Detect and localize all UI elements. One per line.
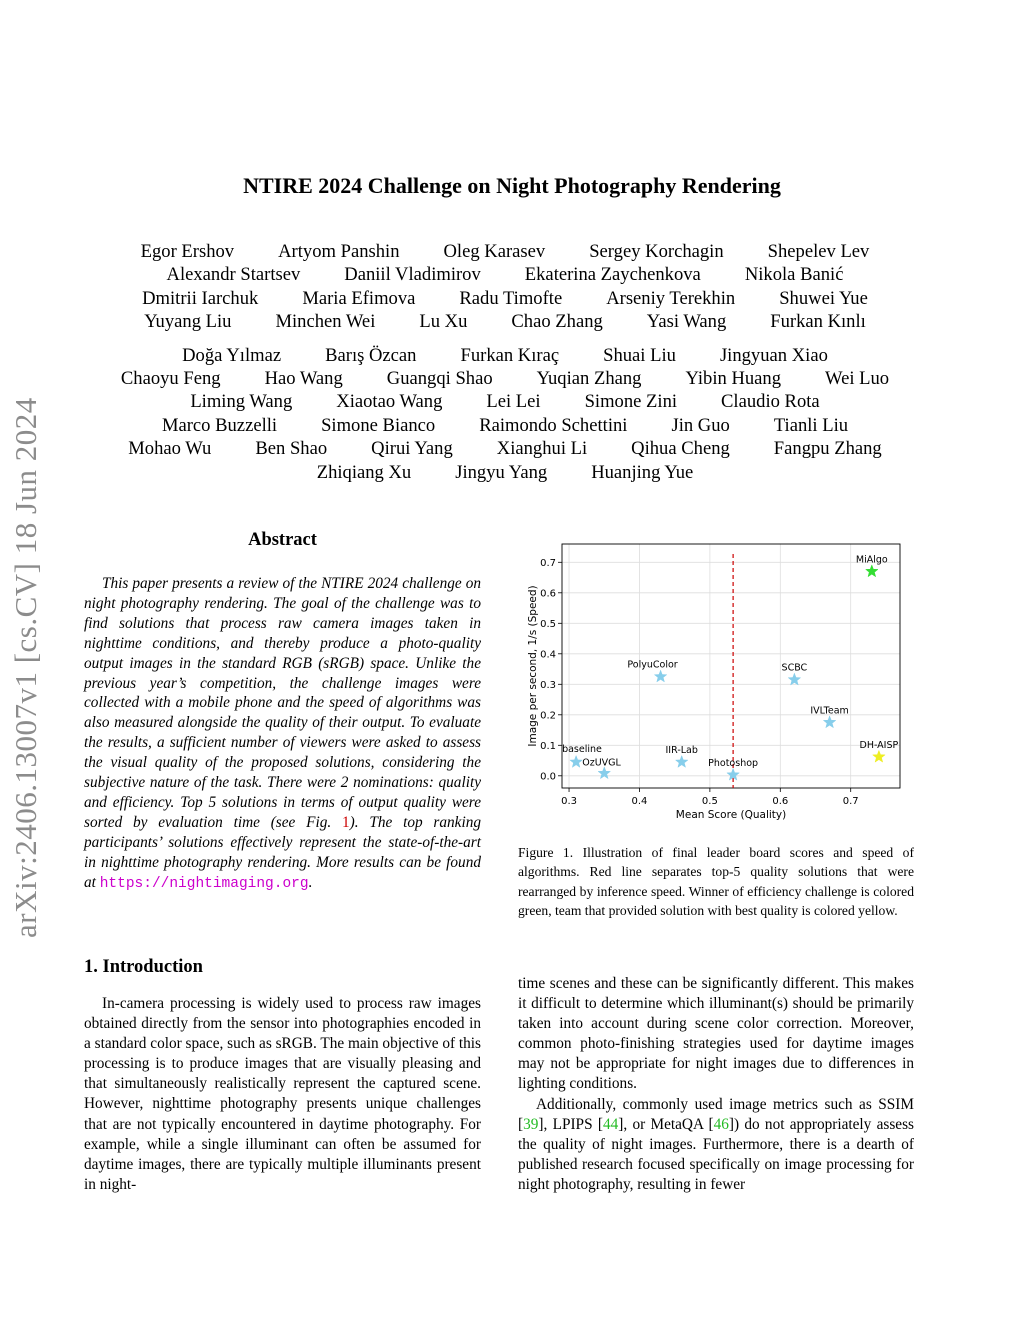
author-name: Tianli Liu — [773, 414, 849, 436]
y-tick-label: 0.7 — [540, 557, 556, 569]
y-tick-label: 0.1 — [540, 740, 556, 752]
author-name: Fangpu Zhang — [773, 438, 882, 460]
data-point-star — [570, 756, 582, 768]
figure-1-chart — [518, 538, 918, 828]
y-tick-label: 0.3 — [540, 679, 556, 691]
author-name: Ben Shao — [255, 438, 328, 460]
author-row — [90, 437, 920, 460]
para-text: ], LPIPS [ — [538, 1115, 603, 1133]
data-point-star — [823, 716, 835, 728]
author-name: Zhiqiang Xu — [316, 461, 412, 483]
author-list — [90, 240, 920, 484]
intro-col2-paragraph-2 — [518, 1095, 914, 1195]
data-point-star — [873, 750, 885, 762]
citation-link[interactable]: 39 — [523, 1115, 539, 1133]
author-row — [90, 414, 920, 437]
x-tick-label: 0.3 — [561, 796, 577, 807]
citation-link[interactable]: 44 — [602, 1115, 619, 1133]
author-name: Doğa Yılmaz — [182, 344, 282, 366]
author-row — [90, 287, 920, 310]
author-name: Qihua Cheng — [631, 438, 730, 460]
author-name: Yuyang Liu — [144, 311, 232, 333]
author-name: Lei Lei — [486, 391, 541, 413]
author-row — [90, 367, 920, 390]
x-axis-label: Mean Score (Quality) — [675, 809, 787, 821]
data-point-star — [788, 673, 800, 685]
abstract-heading: Abstract — [248, 530, 317, 550]
author-name: Shuwei Yue — [779, 287, 868, 309]
author-name: Qirui Yang — [371, 438, 453, 460]
data-point-label: Photoshop — [708, 757, 759, 769]
x-tick-label: 0.6 — [772, 796, 789, 807]
author-name: Wei Luo — [825, 367, 890, 389]
introduction-paragraph: In-camera processing is widely used to process raw images obtained directly from the sensor into photographies encoded in a standard color space, such as sRGB. The main objective of this processing is to produce images that are visually pleasing and that simultaneously realistically represent the captured scene. However, nighttime photography presents unique challenges that are not typically encountered in daytime photography. For example, while a single illuminant can often be assumed for daytime images, there are typically multiple illuminants present in night- — [84, 995, 481, 1193]
abstract-text-continued: ). The top ranking participants’ solutions effectively represent the state-of-the-art in nighttime photography rendering. More results can be found at — [84, 813, 481, 891]
data-point-label: OzUVGL — [582, 757, 621, 769]
author-name: Shepelev Lev — [767, 241, 870, 262]
author-name: Arseniy Terekhin — [606, 287, 736, 309]
scatter-chart — [518, 538, 918, 828]
data-point-label: IIR-Lab — [665, 745, 698, 757]
author-row — [90, 344, 920, 367]
author-name: Liming Wang — [190, 391, 293, 413]
author-name: Huanjing Yue — [591, 461, 694, 483]
paper-title: NTIRE 2024 Challenge on Night Photography Rendering — [243, 173, 781, 198]
intro-col2-paragraph-1: time scenes and these can be significantly different. This makes it difficult to determine which illuminant(s) should be primarily taken into account during scene color correction. Moreover, common photo-finishing strategies used for daytime images may not be appropriate for night images due to differences in lighting conditions. — [518, 975, 914, 1093]
author-name: Simone Zini — [584, 391, 678, 413]
author-name: Egor Ershov — [140, 241, 235, 262]
author-name: Xiaotao Wang — [336, 391, 443, 413]
author-name: Claudio Rota — [721, 391, 820, 413]
author-name: Radu Timofte — [459, 287, 563, 309]
author-row — [90, 310, 920, 333]
plot-frame — [562, 544, 900, 788]
data-point-star — [598, 767, 610, 779]
author-name: Minchen Wei — [275, 311, 376, 333]
section-heading-introduction: 1. Introduction — [84, 957, 203, 977]
author-row — [90, 461, 920, 484]
author-name: Marco Buzzelli — [161, 414, 278, 436]
y-axis-label: Image per second, 1/s (Speed) — [527, 585, 539, 747]
para-text: ]) do not appropriately assess the quality of night images. Furthermore, there is a dearth of published research focused specifically on image processing for night photography, resulting in fewer — [518, 1115, 914, 1193]
x-tick-label: 0.7 — [842, 796, 859, 807]
author-row — [90, 390, 920, 413]
y-tick-label: 0.2 — [540, 710, 556, 722]
abstract-end: . — [308, 873, 313, 891]
author-name: Jingyu Yang — [455, 461, 548, 483]
y-tick-label: 0.5 — [540, 618, 556, 630]
data-point-label: MiAlgo — [855, 554, 888, 566]
para-text: ], or MetaQA [ — [618, 1115, 714, 1133]
author-name: Ekaterina Zaychenkova — [524, 264, 701, 286]
x-tick-label: 0.5 — [701, 796, 718, 807]
author-name: Alexandr Startsev — [166, 264, 301, 286]
author-name: Oleg Karasev — [443, 241, 546, 262]
author-name: Furkan Kıraç — [460, 344, 560, 366]
author-name: Artyom Panshin — [278, 241, 400, 262]
y-tick-label: 0.6 — [540, 588, 556, 600]
author-name: Xianghui Li — [496, 438, 588, 460]
author-name: Raimondo Schettini — [479, 414, 628, 436]
data-point-star — [654, 670, 666, 682]
x-tick-label: 0.4 — [631, 796, 648, 807]
arxiv-identifier: arXiv:2406.13007v1 [cs.CV] 18 Jun 2024 — [8, 397, 43, 938]
author-name: Jingyuan Xiao — [719, 344, 828, 366]
author-row — [90, 263, 920, 286]
author-name: Yuqian Zhang — [536, 367, 642, 389]
y-tick-label: 0.4 — [540, 649, 556, 661]
author-name: Furkan Kınlı — [770, 311, 866, 333]
author-name: Dmitrii Iarchuk — [142, 287, 259, 309]
figure-reference-link[interactable]: 1 — [341, 813, 350, 831]
data-point-label: IVLTeam — [810, 705, 849, 717]
author-name: Mohao Wu — [128, 438, 212, 460]
data-point-label: baseline — [562, 744, 602, 756]
author-name: Lu Xu — [419, 311, 468, 333]
author-name: Simone Bianco — [321, 414, 436, 436]
para-text: Additionally, commonly used image metrics such as SSIM [ — [518, 1095, 914, 1133]
author-name: Jin Guo — [671, 414, 730, 436]
author-name: Chao Zhang — [511, 311, 603, 333]
y-tick-label: 0.0 — [540, 771, 556, 783]
data-point-star — [676, 756, 688, 768]
author-name: Yibin Huang — [685, 367, 782, 389]
data-point-label: SCBC — [781, 662, 808, 674]
data-point-label: PolyuColor — [627, 659, 678, 671]
data-point-label: DH-AISP — [859, 739, 899, 751]
data-point-star — [866, 565, 878, 577]
author-name: Nikola Banić — [744, 264, 844, 286]
citation-link[interactable]: 46 — [713, 1115, 729, 1133]
introduction-continued — [518, 974, 914, 1195]
author-name: Daniil Vladimirov — [344, 264, 481, 286]
abstract-text: This paper presents a review of the NTIRE 2024 challenge on night photography rendering. The goal of the challenge was to find solutions that process raw camera images taken in nighttime conditions, and thereby produce a photo-quality output images in the standard RGB (sRGB) space. Unlike the previous year’s competition, the challenge images were collected with a mobile phone and the speed of algorithms was also measured alongside the quality of their output. To evaluate the results, a sufficient number of viewers were asked to assess the visual quality of the proposed solutions, considering the subjective nature of the task. There were 2 nominations: quality and efficiency. Top 5 solutions in terms of output quality were sorted by evaluation time (see Fig. — [84, 575, 481, 831]
abstract-body — [84, 574, 481, 895]
author-name: Hao Wang — [264, 367, 343, 389]
author-name: Sergey Korchagin — [589, 241, 724, 262]
author-name: Barış Özcan — [325, 344, 417, 366]
author-name: Chaoyu Feng — [120, 367, 221, 389]
figure-caption: Figure 1. Illustration of final leader board scores and speed of algorithms. Red line separates top-5 quality solutions that were rearranged by inference speed. Winner of efficiency challenge is colored green, team that provided solution with best quality is colored yellow. — [518, 845, 914, 918]
author-name: Guangqi Shao — [386, 367, 493, 389]
author-name: Maria Efimova — [302, 287, 416, 309]
author-row — [90, 240, 920, 263]
author-name: Yasi Wang — [646, 311, 727, 333]
author-name: Shuai Liu — [603, 344, 676, 366]
project-url-link[interactable]: https://nightimaging.org — [99, 875, 309, 892]
